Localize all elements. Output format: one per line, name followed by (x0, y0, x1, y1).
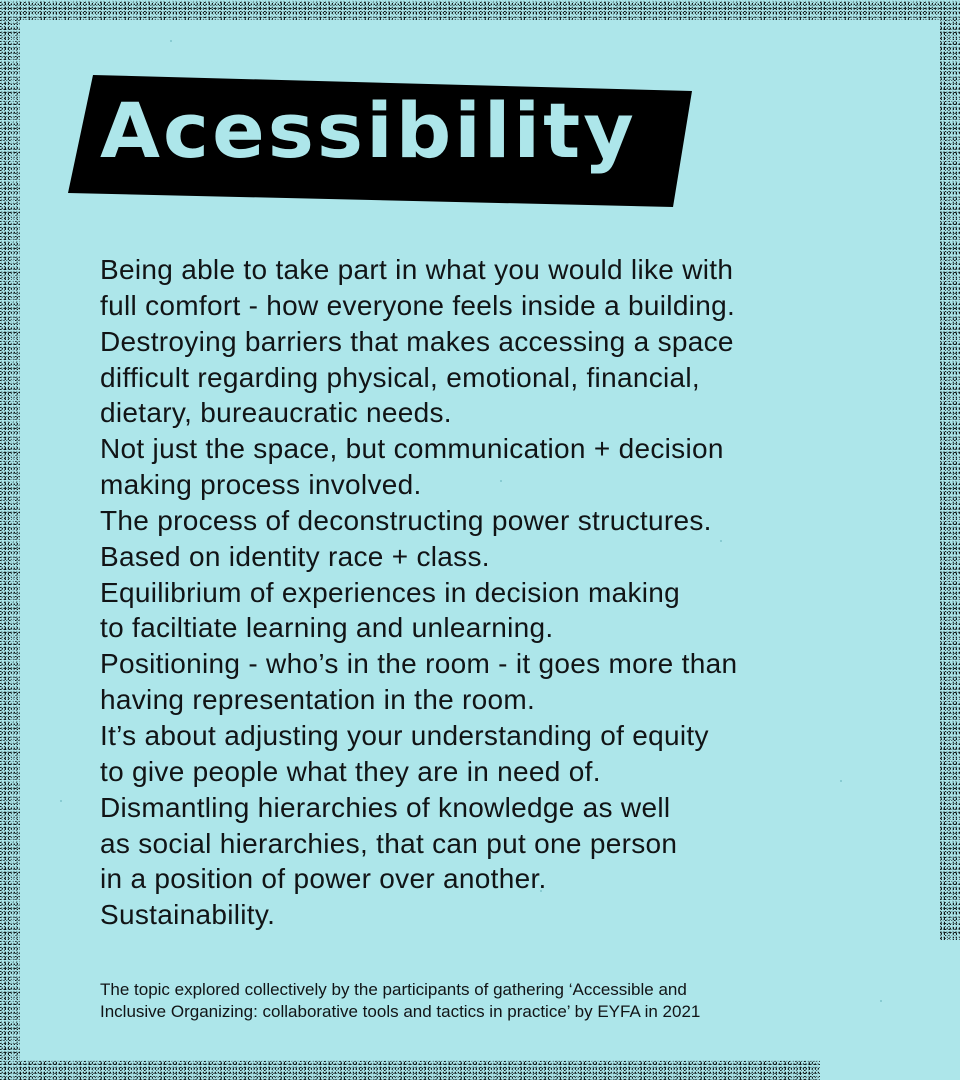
paper-speck (840, 780, 842, 782)
footnote-line: The topic explored collectively by the participants of gathering ‘Accessible and (100, 980, 687, 999)
text-line: Positioning - who’s in the room - it goes more than (100, 648, 738, 680)
text-line: having representation in the room. (100, 684, 536, 716)
text-line: It’s about adjusting your understanding of equity (100, 719, 709, 751)
text-line: full comfort - how everyone feels inside a building. (100, 289, 736, 321)
paper-speck (880, 1000, 882, 1002)
paper-speck (60, 800, 62, 802)
credit-footnote (100, 979, 700, 1023)
panel-corner-fill (820, 940, 960, 1080)
text-line: difficult regarding physical, emotional, financial, (100, 361, 700, 393)
text-line: Not just the space, but communication + decision (100, 433, 724, 465)
footnote-line: Inclusive Organizing: collaborative tools and tactics in practice’ by EYFA in 2021 (100, 1002, 701, 1021)
page-title: Acessibility (100, 86, 637, 175)
text-line: dietary, bureaucratic needs. (100, 397, 452, 429)
text-line: to give people what they are in need of. (100, 755, 601, 787)
title-banner (0, 0, 960, 220)
text-line: Equilibrium of experiences in decision making (100, 576, 681, 608)
text-line: Destroying barriers that makes accessing a space (100, 325, 734, 357)
text-line: Being able to take part in what you would like with (100, 254, 734, 285)
text-line: The process of deconstructing power structures. (100, 504, 712, 536)
text-line: Sustainability. (100, 899, 276, 931)
text-line: Dismantling hierarchies of knowledge as well (100, 791, 671, 823)
text-line: as social hierarchies, that can put one person (100, 827, 678, 859)
text-line: making process involved. (100, 469, 422, 501)
text-line: Based on identity race + class. (100, 540, 490, 572)
text-line: in a position of power over another. (100, 863, 547, 895)
text-line: to faciltiate learning and unlearning. (100, 612, 554, 644)
definition-text (100, 252, 737, 933)
